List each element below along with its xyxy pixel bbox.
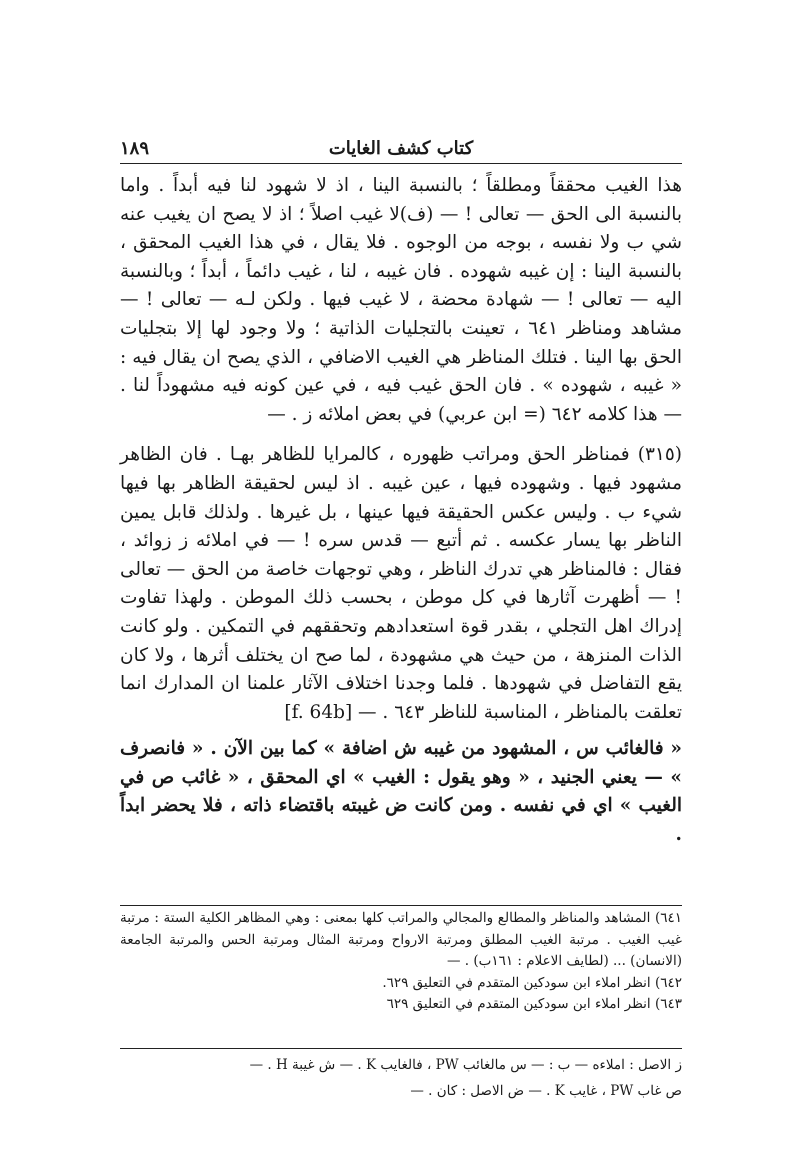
main-text bbox=[120, 172, 682, 850]
footnote-642: ٦٤٢) انظر املاء ابن سودكين المتقدم في التعليق ٦٢٩. bbox=[382, 974, 682, 991]
body-paragraph: (٣١٥) فمناظر الحق ومراتب ظهوره ، كالمرايا للظاهر بهـا . فان الظاهر مشهود فيها . وشهوده فيها ، عين غيبه . اذ ليس لحقيقة الظاهر بها فيها شيء ب . وليس عكس الحقيقة فيها عينها ، بل غيرها . ولذلك قابل يمين الناظر بها يسار عكسه . ثم أتبع — قدس سره ! — في املائه ز زوائد ، فقال : فالمناظر هي تدرك الناظر ، وهي توجهات خاصة من الحق — تعالى ! — أظهرت آثارها في كل موطن ، بحسب ذلك الموطن . ولهذا تفاوت إدراك اهل التجلي ، بقدر قوة استعدادهم وتحققهم في التمكين . ولو كانت الذات المنزهة ، من حيث هي مشهودة ، لما صح ان يختلف أثرها ، ولا كان يقع التفاضل في شهودها . فلما وجدنا اختلاف الآثار علمنا ان المدارك انما تعلقت بالمناظر ، المناسبة للناظر ٦٤٣ . — [f. 64b] bbox=[120, 444, 682, 723]
header-rule bbox=[120, 163, 682, 164]
apparatus-line: ز الاصل : املاءه — ب : — س مالغائب PW ، فالغايب K . — ش غيبة H . — bbox=[249, 1057, 682, 1073]
page-header bbox=[120, 132, 682, 162]
footnote-643: ٦٤٣) انظر املاء ابن سودكين المتقدم في التعليق ٦٢٩ bbox=[386, 996, 682, 1012]
footnotes bbox=[120, 908, 682, 1016]
apparatus-line: ص غاب PW ، غايب K . — ض الاصل : كان . — bbox=[410, 1083, 682, 1099]
running-title: كتاب كشف الغايات bbox=[328, 138, 474, 159]
footnote-rule bbox=[120, 905, 682, 906]
page-number: ١٨٩ bbox=[120, 138, 150, 159]
critical-apparatus bbox=[120, 1052, 682, 1104]
body-paragraph: هذا الغيب محققاً ومطلقاً ؛ بالنسبة الينا ، اذ لا شهود لنا فيه أبداً . واما بالنسبة الى الحق — تعالى ! — (ف)لا غيب اصلاً ؛ اذ لا يصح ان يغيب عنه شي ب ولا نفسه ، بوجه من الوجوه . فلا يقال ، في هذا الغيب المحقق ، بالنسبة الينا : إن غيبه شهوده . فان غيبه ، لنا ، غيب دائماً ، أبداً ؛ وبالنسبة اليه — تعالى ! — شهادة محضة ، لا غيب فيها . ولكن لـه — تعالى ! — مشاهد ومناظر ٦٤١ ، تعينت بالتجليات الذاتية ؛ ولا وجود لها إلا بتجليات الحق بها الينا . فتلك المناظر هي الغيب الاضافي ، الذي يصح ان يقال فيه : « غيبه ، شهوده » . فان الحق غيب فيه ، في عين كونه فيه مشهوداً لنا . — هذا كلامه ٦٤٢ (= ابن عربي) في بعض املائه ز . — bbox=[120, 175, 683, 425]
footnote-641: ٦٤١) المشاهد والمناظر والمطالع والمجالي والمراتب كلها بمعنى : وهي المظاهر الكلية الستة : مرتبة غيب الغيب . مرتبة الغيب المطلق ومرتبة الارواح ومرتبة المثال ومرتبة الحس والمرتبة الجامعة (الانسان) ... (لطايف الاعلام : ١٦١ب) . — bbox=[120, 910, 682, 969]
apparatus-rule bbox=[120, 1048, 682, 1049]
body-paragraph: « فالغائب س ، المشهود من غيبه ش اضافة » كما بين الآن . « فانصرف » — يعني الجنيد ، « وهو يقول : الغيب » اي المحقق ، « غائب ص في الغيب » اي في نفسه . ومن كانت ض غيبته باقتضاء ذاته ، فلا يحضر ابداً . bbox=[120, 738, 682, 846]
